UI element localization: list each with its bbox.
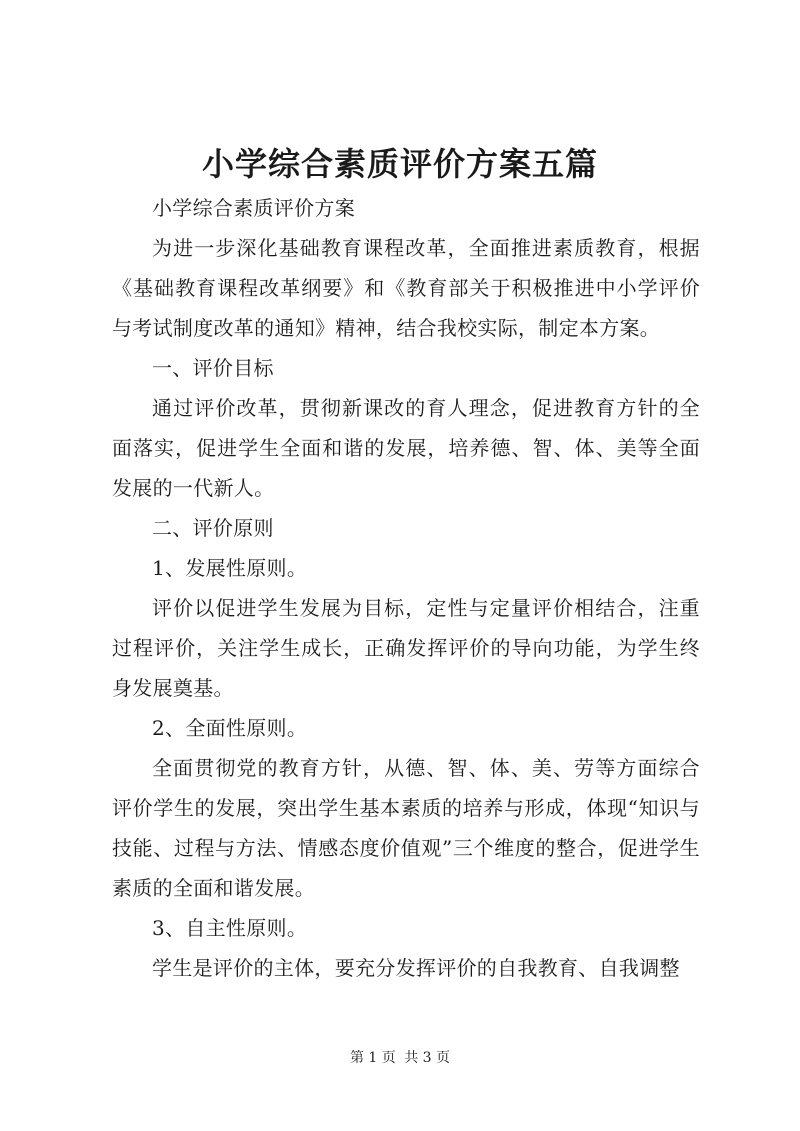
paragraph-subtitle: 小学综合素质评价方案 — [152, 196, 355, 220]
principle-heading-1: 1、发展性原则。 — [152, 556, 308, 580]
paragraph-principle-3: 学生是评价的主体，要充分发挥评价的自我教育、自我调整 — [152, 956, 680, 980]
document-body — [112, 188, 700, 988]
page-footer — [0, 1048, 800, 1068]
section-heading-principles: 二、评价原则 — [152, 516, 274, 540]
principle-heading-2: 2、全面性原则。 — [152, 716, 308, 740]
page-total: 共 3 页 — [404, 1050, 451, 1066]
paragraph-intro: 为进一步深化基础教育课程改革，全面推进素质教育，根据《基础教育课程改革纲要》和《教育部关于积极推进中小学评价与考试制度改革的通知》精神，结合我校实际，制定本方案。 — [112, 236, 700, 340]
principle-heading-3: 3、自主性原则。 — [152, 916, 308, 940]
page-number: 第 1 页 — [349, 1050, 396, 1066]
paragraph-principle-2: 全面贯彻党的教育方针，从德、智、体、美、劳等方面综合评价学生的发展，突出学生基本素质的培养与形成，体现“知识与技能、过程与方法、情感态度价值观”三个维度的整合，促进学生素质的全面和谐发展。 — [112, 756, 700, 900]
paragraph-principle-1: 评价以促进学生发展为目标，定性与定量评价相结合，注重过程评价，关注学生成长，正确发挥评价的导向功能，为学生终身发展奠基。 — [112, 596, 700, 700]
paragraph-goals: 通过评价改革，贯彻新课改的育人理念，促进教育方针的全面落实，促进学生全面和谐的发展，培养德、智、体、美等全面发展的一代新人。 — [112, 396, 700, 500]
document-title: 小学综合素质评价方案五篇 — [201, 145, 598, 183]
section-heading-goals: 一、评价目标 — [152, 356, 274, 380]
